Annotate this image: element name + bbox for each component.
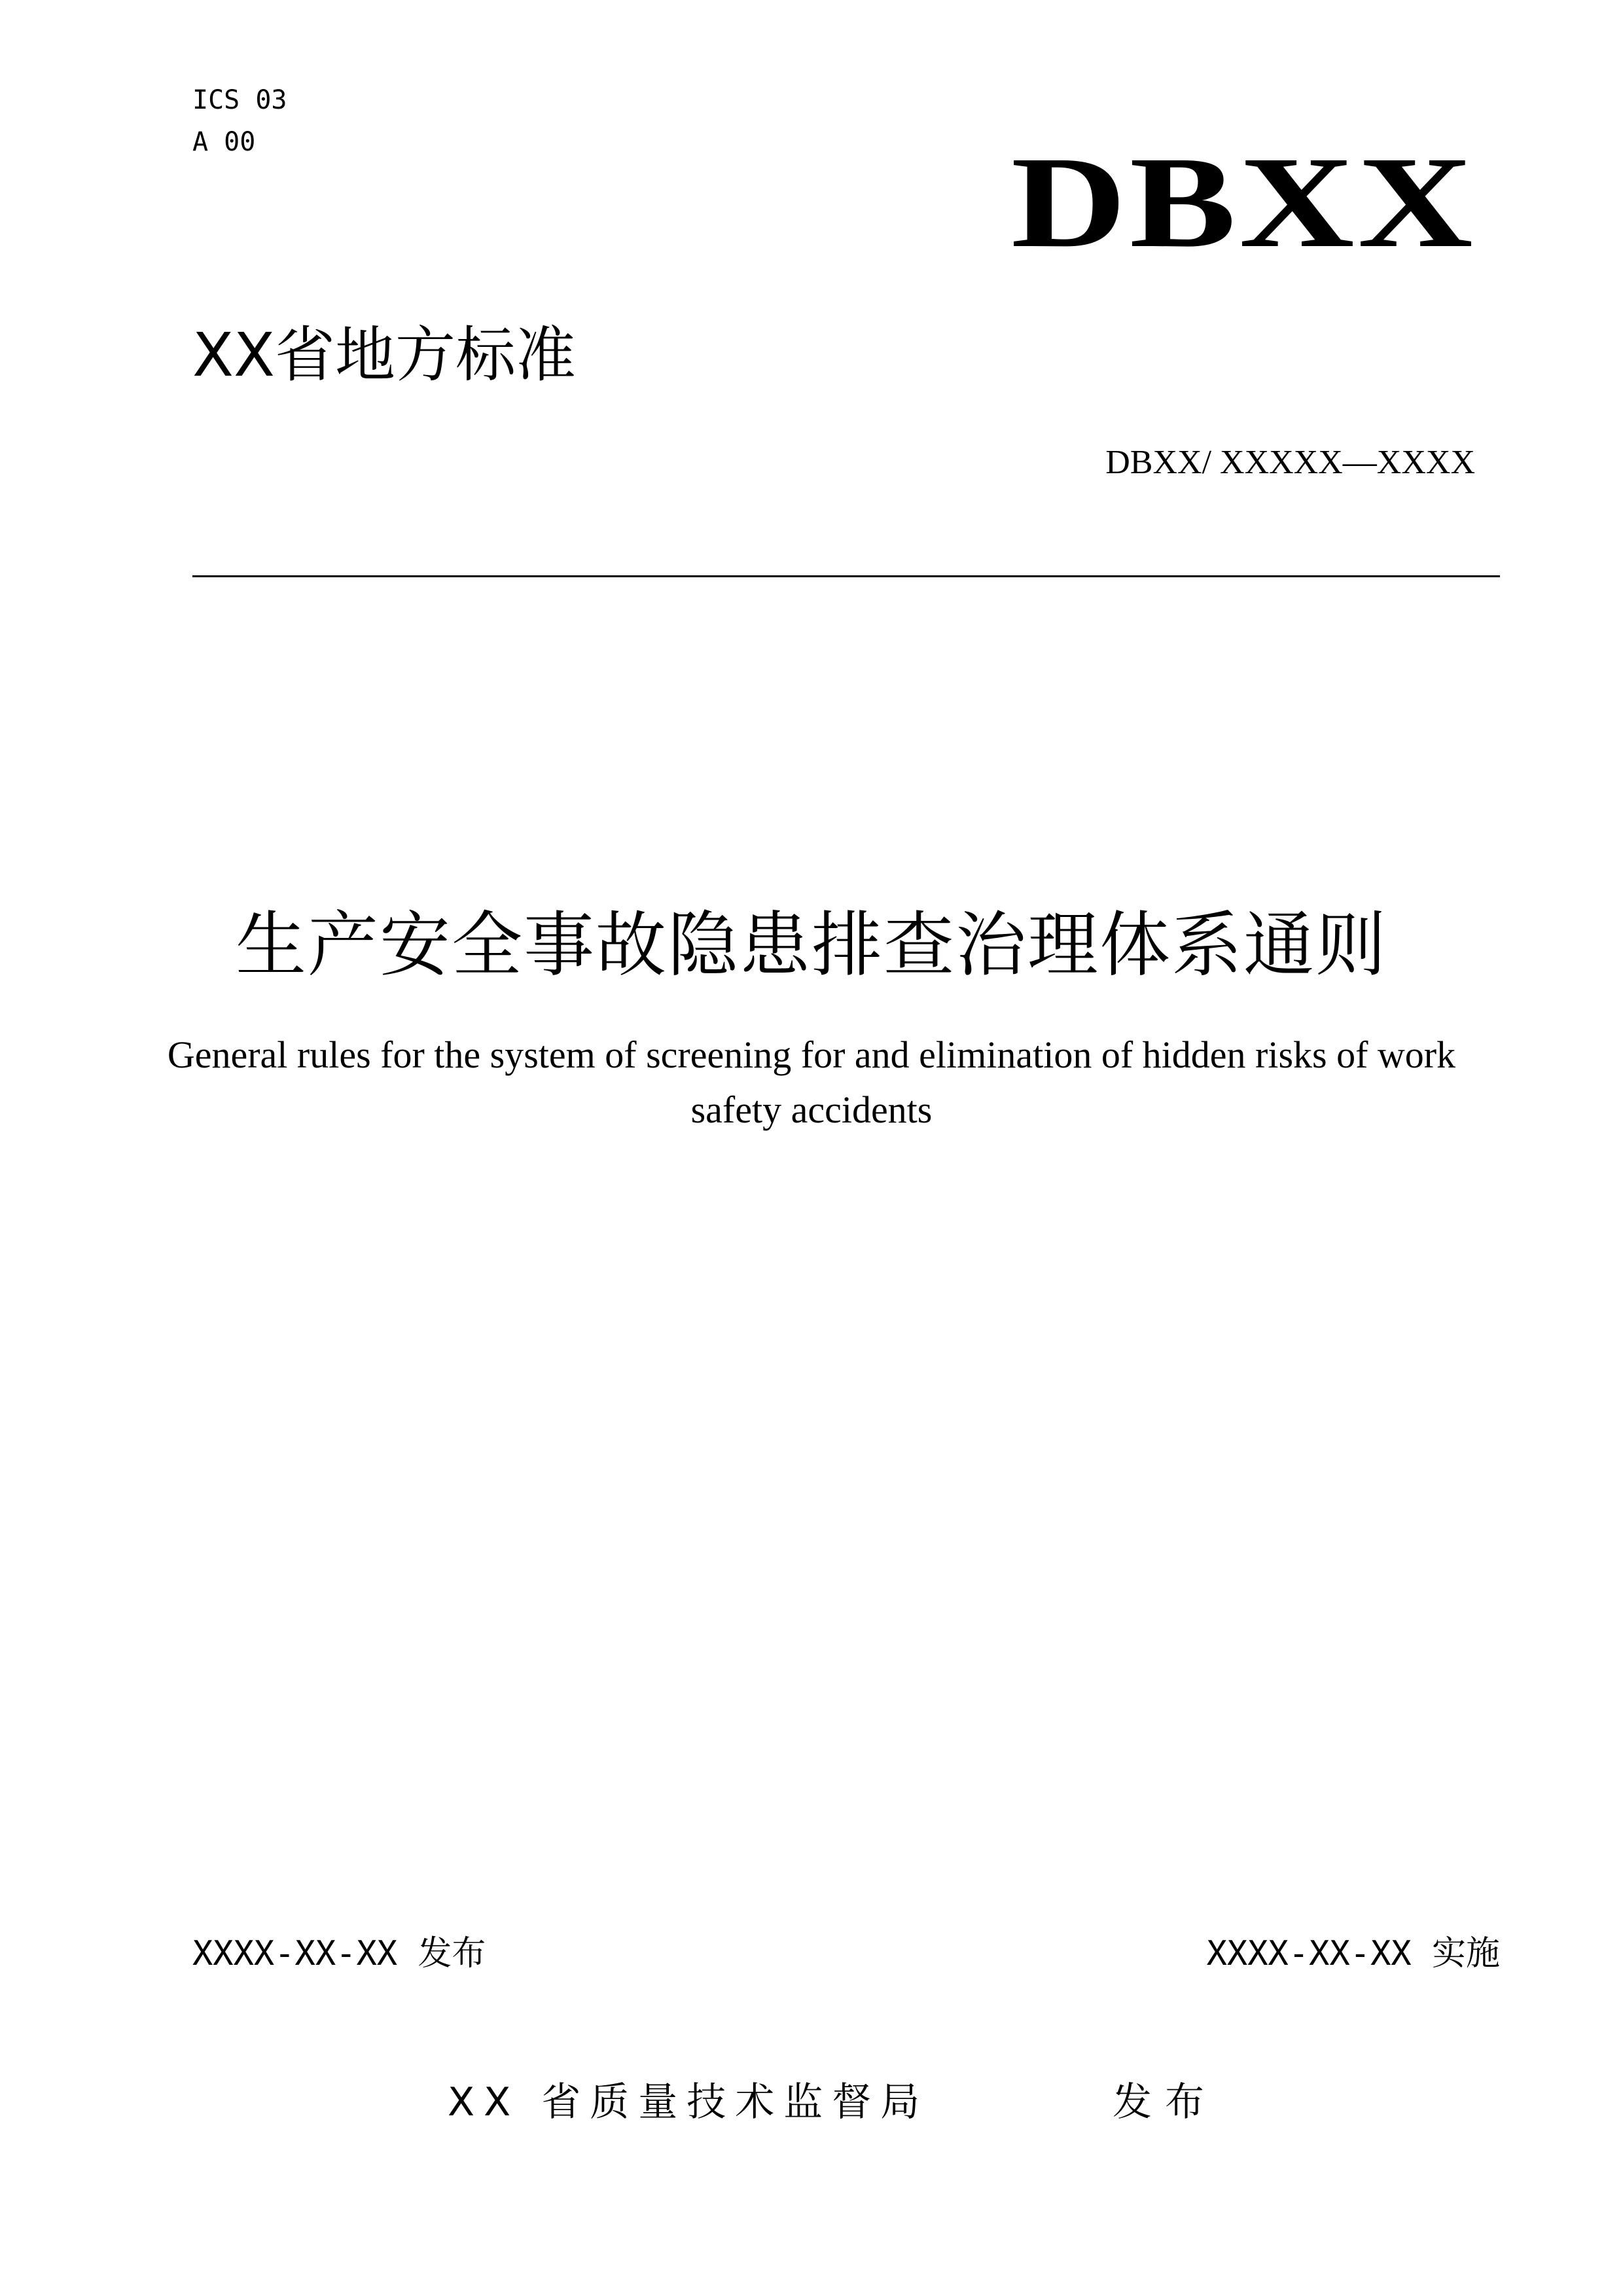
issue-date: XXXX-XX-XX 发布 (192, 1934, 486, 1973)
ccs-code: A 00 (192, 127, 256, 157)
ics-code: ICS 03 (192, 85, 287, 115)
document-title-chinese: 生产安全事故隐患排查治理体系通则 (235, 905, 1387, 986)
standard-logo: DBXX (1011, 130, 1476, 275)
document-title-english: General rules for the system of screening for and elimination of hidden risks of work safety accidents (167, 1033, 1456, 1131)
implementation-date: XXXX-XX-XX 实施 (1206, 1934, 1500, 1973)
standard-number: DBXX/ XXXXX—XXXX (1105, 444, 1475, 481)
standard-type-title: XX省地方标准 (192, 320, 577, 390)
header-divider (192, 575, 1500, 577)
publish-label: 发布 (1113, 2079, 1217, 2125)
publisher-name: XX 省质量技术监督局 (448, 2079, 929, 2125)
